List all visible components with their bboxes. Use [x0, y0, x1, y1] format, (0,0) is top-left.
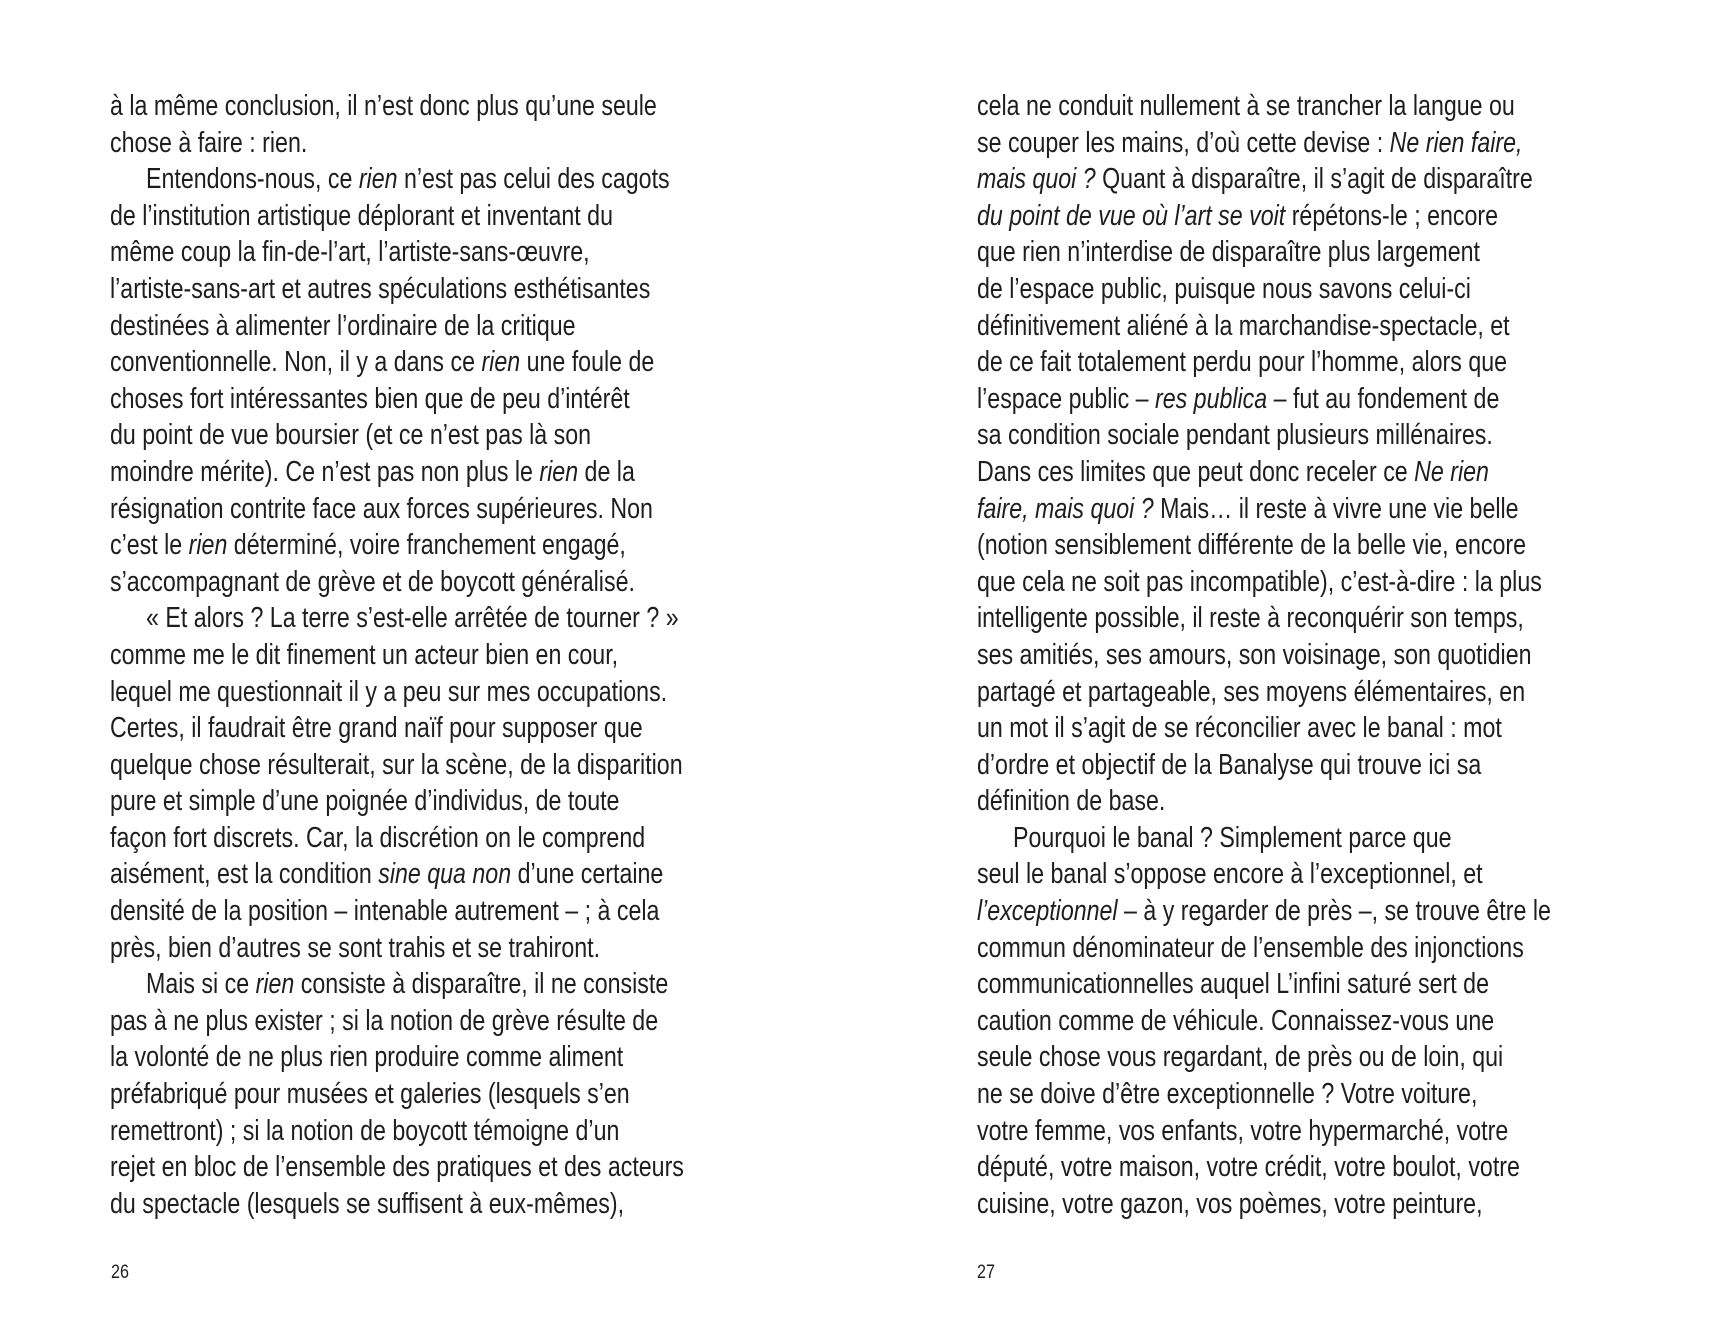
text-run: consiste à disparaître, il ne consiste: [294, 968, 669, 1001]
text-line: [977, 234, 1551, 271]
text-run: n’est pas celui des cagots: [397, 163, 670, 196]
text-run: Mais… il reste à vivre une vie belle: [1153, 492, 1519, 525]
text-run: rejet en bloc de l’ensemble des pratiques et des acteurs: [110, 1151, 684, 1184]
text-line: [110, 198, 684, 235]
text-line: [110, 637, 684, 674]
text-run: une foule de: [520, 346, 655, 379]
text-line: [110, 344, 684, 381]
text-line: [977, 381, 1551, 418]
text-run: définitivement aliéné à la marchandise-spectacle, et: [977, 309, 1510, 342]
text-run: Mais si ce: [146, 968, 256, 1001]
text-line: [110, 271, 684, 308]
italic-text: mais quoi ?: [977, 163, 1096, 196]
italic-text: Ne rien faire,: [1389, 126, 1523, 159]
italic-text: rien: [255, 968, 295, 1001]
text-run: votre femme, vos enfants, votre hypermarché, votre: [977, 1114, 1509, 1147]
text-run: l’artiste-sans-art et autres spéculations esthétisantes: [110, 272, 651, 305]
text-line: [977, 1113, 1551, 1150]
text-run: à la même conclusion, il n’est donc plus qu’une seule: [110, 90, 657, 122]
text-line: [977, 564, 1551, 601]
text-line: [110, 783, 684, 820]
text-run: que cela ne soit pas incompatible), c’est-à-dire : la plus: [977, 565, 1542, 598]
text-line: [977, 747, 1551, 784]
text-run: cuisine, votre gazon, vos poèmes, votre peinture,: [977, 1187, 1483, 1220]
text-run: sa condition sociale pendant plusieurs millénaires.: [977, 419, 1493, 452]
text-line: [110, 417, 684, 454]
text-run: résignation contrite face aux forces supérieures. Non: [110, 492, 653, 525]
text-line: [977, 1039, 1551, 1076]
text-line: [110, 527, 684, 564]
right-page: [866, 0, 1732, 1338]
italic-text: res publica: [1154, 382, 1268, 415]
text-line: [110, 674, 684, 711]
text-run: Certes, il faudrait être grand naïf pour supposer que: [110, 712, 643, 745]
text-run: aisément, est la condition: [110, 858, 379, 891]
text-run: Entendons-nous, ce: [146, 163, 359, 196]
italic-text: rien: [539, 455, 579, 488]
text-run: – à y regarder de près –, se trouve être le: [1117, 895, 1551, 928]
text-line: [110, 966, 684, 1003]
text-run: façon fort discrets. Car, la discrétion on le comprend: [110, 821, 646, 854]
italic-text: rien: [188, 529, 228, 562]
text-run: s’accompagnant de grève et de boycott généralisé.: [110, 565, 635, 598]
text-run: choses fort intéressantes bien que de peu d’intérêt: [110, 382, 630, 415]
text-line: [110, 1076, 684, 1113]
text-line: [110, 930, 684, 967]
text-run: c’est le: [110, 529, 189, 562]
text-line: [110, 1149, 684, 1186]
text-run: commun dénominateur de l’ensemble des injonctions: [977, 931, 1524, 964]
text-run: conventionnelle. Non, il y a dans ce: [110, 346, 482, 379]
text-run: (notion sensiblement différente de la belle vie, encore: [977, 529, 1526, 562]
text-run: pure et simple d’une poignée d’individus, de toute: [110, 785, 620, 818]
text-line: [977, 308, 1551, 345]
text-run: même coup la fin-de-l’art, l’artiste-sans-œuvre,: [110, 236, 590, 269]
italic-text: rien: [481, 346, 521, 379]
text-line: [110, 491, 684, 528]
text-line: [110, 1113, 684, 1150]
text-run: déterminé, voire franchement engagé,: [227, 529, 626, 562]
text-line: [977, 198, 1551, 235]
text-line: [977, 344, 1551, 381]
text-run: un mot il s’agit de se réconcilier avec le banal : mot: [977, 712, 1502, 745]
text-run: Dans ces limites que peut donc receler ce: [977, 455, 1415, 488]
text-line: [110, 161, 684, 198]
text-run: pas à ne plus exister ; si la notion de grève résulte de: [110, 1004, 659, 1037]
text-line: [977, 125, 1551, 162]
text-line: [977, 930, 1551, 967]
text-run: destinées à alimenter l’ordinaire de la critique: [110, 309, 576, 342]
text-line: [977, 856, 1551, 893]
text-line: [977, 1186, 1551, 1223]
text-line: [110, 454, 684, 491]
text-run: se couper les mains, d’où cette devise :: [977, 126, 1390, 159]
text-line: [977, 271, 1551, 308]
text-run: seul le banal s’oppose encore à l’exceptionnel, et: [977, 858, 1483, 891]
text-line: [977, 161, 1551, 198]
text-run: Pourquoi le banal ? Simplement parce que: [1013, 821, 1452, 854]
text-line: [977, 1149, 1551, 1186]
text-run: communicationnelles auquel L’infini saturé sert de: [977, 968, 1489, 1001]
text-line: [977, 491, 1551, 528]
text-line: [110, 564, 684, 601]
italic-text: Ne rien: [1414, 455, 1489, 488]
text-line: [977, 710, 1551, 747]
text-line: [110, 1186, 684, 1223]
text-line: [110, 820, 684, 857]
text-run: l’espace public –: [977, 382, 1155, 415]
italic-text: du point de vue où l’art se voit: [977, 199, 1286, 232]
page-number-right: 27: [977, 1262, 995, 1283]
text-run: quelque chose résulterait, sur la scène, de la disparition: [110, 748, 683, 781]
text-run: d’ordre et objectif de la Banalyse qui trouve ici sa: [977, 748, 1482, 781]
text-line: [977, 417, 1551, 454]
text-run: répétons-le ; encore: [1285, 199, 1499, 232]
left-page-body: [110, 88, 827, 1222]
italic-text: l’exceptionnel: [977, 895, 1118, 928]
text-run: de ce fait totalement perdu pour l’homme, alors que: [977, 346, 1508, 379]
text-line: [977, 893, 1551, 930]
text-run: du point de vue boursier (et ce n’est pas là son: [110, 419, 592, 452]
text-run: densité de la position – intenable autrement – ; à cela: [110, 895, 660, 928]
text-line: [977, 88, 1551, 125]
text-run: de la: [578, 455, 635, 488]
text-line: [110, 125, 684, 162]
text-line: [977, 637, 1551, 674]
text-line: [110, 747, 684, 784]
italic-text: faire, mais quoi ?: [977, 492, 1154, 525]
text-run: Quant à disparaître, il s’agit de disparaître: [1095, 163, 1533, 196]
text-run: la volonté de ne plus rien produire comme aliment: [110, 1041, 624, 1074]
text-line: [110, 1003, 684, 1040]
text-line: [110, 88, 684, 125]
text-run: partagé et partageable, ses moyens élémentaires, en: [977, 675, 1526, 708]
text-run: seule chose vous regardant, de près ou de loin, qui: [977, 1041, 1504, 1074]
italic-text: rien: [358, 163, 398, 196]
text-run: ne se doive d’être exceptionnelle ? Votre voiture,: [977, 1078, 1478, 1111]
text-run: définition de base.: [977, 785, 1166, 818]
text-run: député, votre maison, votre crédit, votre boulot, votre: [977, 1151, 1520, 1184]
right-page-body: [977, 88, 1694, 1222]
text-run: près, bien d’autres se sont trahis et se trahiront.: [110, 931, 601, 964]
text-line: [110, 710, 684, 747]
text-run: remettront) ; si la notion de boycott témoigne d’un: [110, 1114, 620, 1147]
text-line: [977, 674, 1551, 711]
text-line: [110, 308, 684, 345]
text-line: [110, 893, 684, 930]
text-run: caution comme de véhicule. Connaissez-vous une: [977, 1004, 1495, 1037]
text-run: ses amitiés, ses amours, son voisinage, son quotidien: [977, 638, 1532, 671]
text-line: [977, 527, 1551, 564]
page-number-left: 26: [111, 1262, 129, 1283]
text-line: [977, 454, 1551, 491]
text-run: moindre mérite). Ce n’est pas non plus le: [110, 455, 540, 488]
text-run: d’une certaine: [511, 858, 664, 891]
text-run: du spectacle (lesquels se suffisent à eux-mêmes),: [110, 1187, 625, 1220]
text-run: – fut au fondement de: [1267, 382, 1500, 415]
text-line: [110, 856, 684, 893]
text-run: comme me le dit finement un acteur bien en cour,: [110, 638, 619, 671]
text-line: [977, 600, 1551, 637]
text-line: [110, 600, 684, 637]
text-run: cela ne conduit nullement à se trancher la langue ou: [977, 90, 1515, 122]
text-line: [977, 820, 1551, 857]
text-run: préfabriqué pour musées et galeries (lesquels s’en: [110, 1078, 630, 1111]
text-run: intelligente possible, il reste à reconquérir son temps,: [977, 602, 1524, 635]
text-run: de l’espace public, puisque nous savons celui-ci: [977, 272, 1471, 305]
text-run: chose à faire : rien.: [110, 126, 308, 159]
text-line: [977, 1003, 1551, 1040]
text-line: [977, 1076, 1551, 1113]
text-line: [977, 966, 1551, 1003]
text-run: que rien n’interdise de disparaître plus largement: [977, 236, 1480, 269]
text-line: [110, 234, 684, 271]
text-line: [977, 783, 1551, 820]
italic-text: sine qua non: [378, 858, 512, 891]
text-run: de l’institution artistique déplorant et inventant du: [110, 199, 613, 232]
text-line: [110, 1039, 684, 1076]
text-line: [110, 381, 684, 418]
text-run: « Et alors ? La terre s’est-elle arrêtée de tourner ? »: [146, 602, 679, 635]
text-run: lequel me questionnait il y a peu sur mes occupations.: [110, 675, 668, 708]
